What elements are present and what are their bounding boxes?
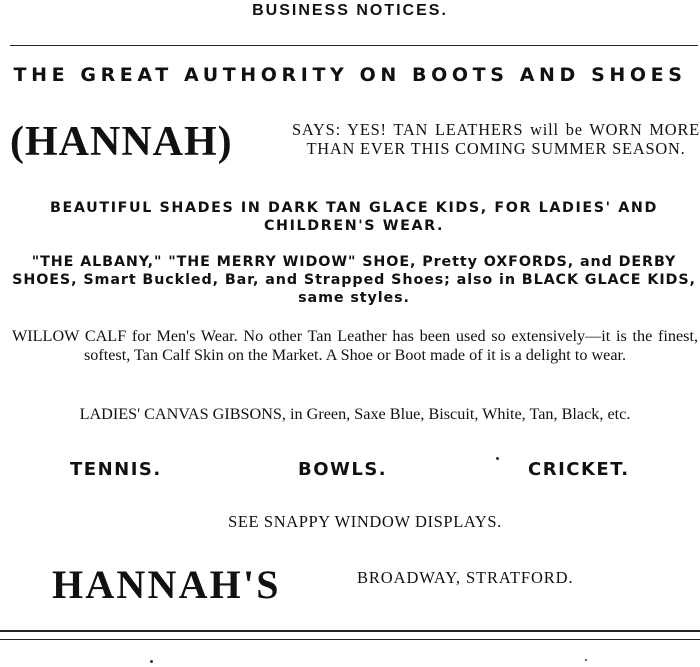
sport-cricket: CRICKET.	[528, 459, 630, 480]
canvas-gibsons-paragraph: LADIES' CANVAS GIBSONS, in Green, Saxe Blue, Biscuit, White, Tan, Black, etc.	[79, 405, 631, 423]
brand-name: (HANNAH)	[10, 119, 233, 165]
brand-block	[10, 118, 700, 182]
window-displays-line: SEE SNAPPY WINDOW DISPLAYS.	[228, 512, 502, 531]
print-speck	[150, 660, 153, 663]
sport-tennis: TENNIS.	[70, 459, 162, 480]
footer-brand: HANNAH'S	[52, 562, 281, 607]
section-heading: BUSINESS NOTICES.	[252, 2, 448, 19]
sport-bowls: BOWLS.	[298, 459, 388, 480]
print-speck	[496, 457, 499, 460]
willow-calf-paragraph: WILLOW CALF for Men's Wear. No other Tan Leather has been used so extensively—it is the finest, softest, Tan Calf Skin on the Market. A Shoe or Boot made of it is a delight to wear.	[12, 327, 698, 364]
footer-divider	[0, 630, 700, 632]
albany-paragraph: "THE ALBANY," "THE MERRY WIDOW" SHOE, Pretty OXFORDS, and DERBY SHOES, Smart Buckled, Bar, and Strapped Shoes; also in BLACK GLACE KIDS, same styles.	[12, 254, 696, 306]
shades-paragraph: BEAUTIFUL SHADES IN DARK TAN GLACE KIDS, FOR LADIES' AND CHILDREN'S WEAR.	[50, 200, 658, 234]
authority-headline: THE GREAT AUTHORITY ON BOOTS AND SHOES	[13, 64, 687, 86]
says-text: SAYS: YES! TAN LEATHERS will be WORN MORE THAN EVER THIS COMING SUMMER SEASON.	[292, 120, 700, 158]
address: BROADWAY, STRATFORD.	[357, 568, 574, 587]
footer-divider-thin	[0, 639, 700, 640]
header-divider	[10, 45, 698, 46]
print-speck	[585, 659, 587, 661]
